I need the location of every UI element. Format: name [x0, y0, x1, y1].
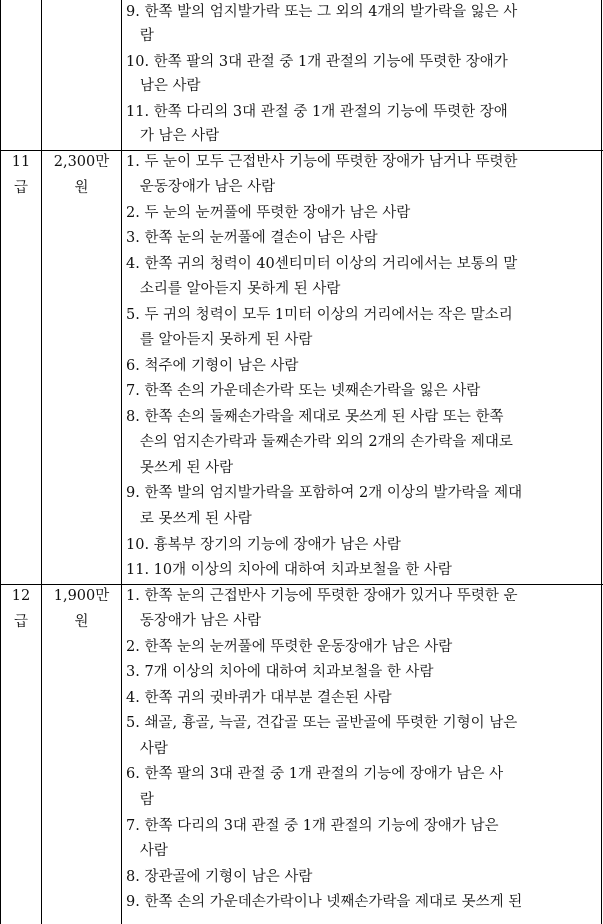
table-cell-line: 2. 두 눈의 눈꺼풀에 뚜렷한 장애가 남은 사람 [126, 205, 411, 221]
table-divider-grade [41, 0, 42, 924]
table-cell-line: 7. 한쪽 다리의 3대 관절 중 1개 관절의 기능에 장애가 남은 [126, 818, 499, 834]
table-cell-line: 1. 한쪽 눈의 근접반사 기능에 뚜렷한 장애가 있거나 뚜렷한 운 [126, 588, 518, 604]
table-cell-line: 소리를 알아듣지 못하게 된 사람 [126, 281, 341, 297]
table-cell-line: 1. 두 눈이 모두 근접반사 기능에 뚜렷한 장애가 남거나 뚜렷한 [126, 154, 518, 170]
table-cell-line: 8. 장관골에 기형이 남은 사람 [126, 869, 313, 885]
table-cell-line: 손의 엄지손가락과 둘째손가락 외의 2개의 손가락을 제대로 [126, 434, 513, 450]
table-cell-line: 가 남은 사람 [126, 128, 220, 144]
table-cell-line: 3. 7개 이상의 치아에 대하여 치과보철을 한 사람 [126, 664, 434, 680]
amount-cell: 1,900만 원 [53, 588, 110, 630]
table-cell-line: 9. 한쪽 발의 엄지발가락을 포함하여 2개 이상의 발가락을 제대 [126, 485, 523, 501]
grade-cell: 11 급 [11, 154, 31, 196]
table-cell-line: 6. 척주에 기형이 남은 사람 [126, 358, 299, 374]
table-cell-line: 11. 한쪽 다리의 3대 관절 중 1개 관절의 기능에 뚜렷한 장애 [126, 104, 508, 120]
table-cell-line: 10. 한쪽 팔의 3대 관절 중 1개 관절의 기능에 뚜렷한 장애가 [126, 54, 508, 70]
table-border-right [601, 0, 602, 924]
table-cell-line: 6. 한쪽 팔의 3대 관절 중 1개 관절의 기능에 장애가 남은 사 [126, 766, 504, 782]
amount-cell: 2,300만 원 [53, 154, 110, 196]
table-cell-line: 8. 한쪽 손의 둘째손가락을 제대로 못쓰게 된 사람 또는 한쪽 [126, 409, 504, 425]
table-cell-line: 4. 한쪽 귀의 귓바퀴가 대부분 결손된 사람 [126, 690, 392, 706]
table-cell-line: 사람 [126, 741, 168, 757]
table-cell-line: 남은 사람 [126, 78, 201, 94]
table-cell-line: 10. 흉복부 장기의 기능에 장애가 남은 사람 [126, 537, 401, 553]
table-cell-line: 5. 두 귀의 청력이 모두 1미터 이상의 거리에서는 작은 말소리 [126, 307, 513, 323]
table-cell-line: 11. 10개 이상의 치아에 대하여 치과보철을 한 사람 [126, 562, 452, 578]
table-cell-line: 못쓰게 된 사람 [126, 460, 234, 476]
table-border-left [0, 0, 1, 924]
table-cell-line: 동장애가 남은 사람 [126, 613, 262, 629]
table-cell-line: 람 [126, 792, 154, 808]
grade-cell: 12 급 [11, 588, 31, 630]
table-cell-line: 5. 쇄골, 흉골, 늑골, 견갑골 또는 골반골에 뚜렷한 기형이 남은 [126, 715, 518, 731]
table-divider-amount [121, 0, 122, 924]
table-cell-line: 사람 [126, 843, 168, 859]
table-cell-line: 7. 한쪽 손의 가운데손가락 또는 넷째손가락을 잃은 사람 [126, 383, 481, 399]
table-cell-line: 4. 한쪽 귀의 청력이 40센티미터 이상의 거리에서는 보통의 말 [126, 256, 518, 272]
table-cell-line: 로 못쓰게 된 사람 [126, 511, 252, 527]
table-cell-line: 9. 한쪽 손의 가운데손가락이나 넷째손가락을 제대로 못쓰게 된 [126, 894, 523, 910]
table-cell-line: 를 알아듣지 못하게 된 사람 [126, 332, 313, 348]
table-cell-line: 2. 한쪽 눈의 눈꺼풀에 뚜렷한 운동장애가 남은 사람 [126, 639, 453, 655]
table-cell-line: 람 [126, 28, 154, 44]
table-cell-line: 운동장애가 남은 사람 [126, 179, 276, 195]
table-cell-line: 9. 한쪽 발의 엄지발가락 또는 그 외의 4개의 발가락을 잃은 사 [126, 4, 518, 20]
table-cell-line: 3. 한쪽 눈의 눈꺼풀에 결손이 남은 사람 [126, 230, 378, 246]
